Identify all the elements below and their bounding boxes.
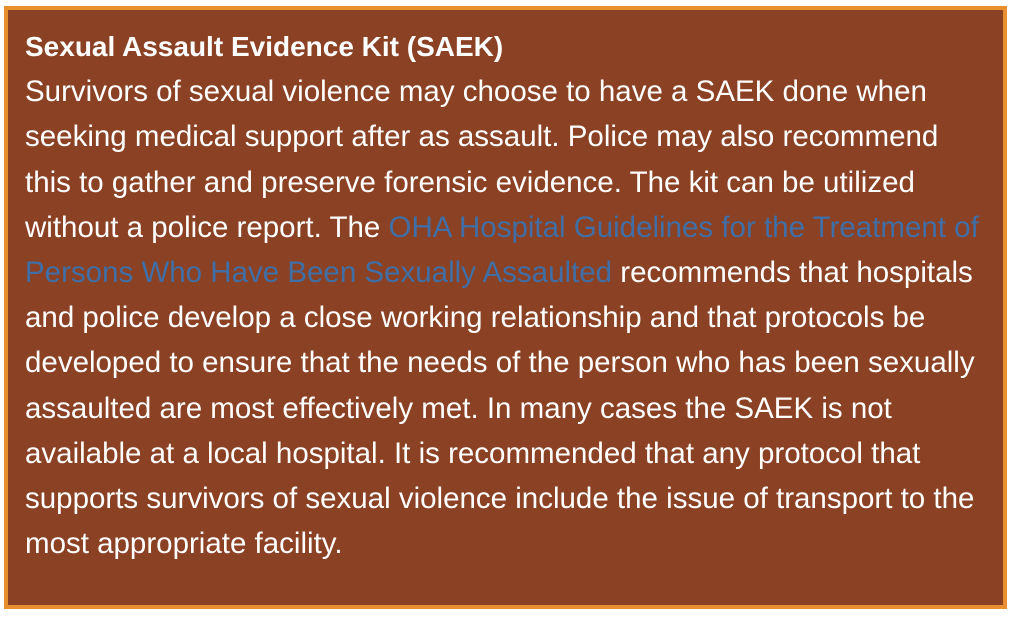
- body-text-before-link: Survivors of sexual violence may choose to have a SAEK done when seeking medical support after as assault. Police may also recommend this to gather and preserve forensic evidence. The kit can be utilized without a police report. The: [25, 75, 939, 244]
- saek-callout-box: [4, 6, 1007, 609]
- callout-title: Sexual Assault Evidence Kit (SAEK): [25, 31, 504, 62]
- callout-body: [25, 24, 985, 566]
- oha-guidelines-link[interactable]: OHA Hospital Guidelines for the Treatment of Persons Who Have Been Sexually Assaulted: [25, 210, 979, 290]
- body-text-after-link: recommends that hospitals and police develop a close working relationship and that protocols be developed to ensure that the needs of the person who has been sexually assaulted are most effectively met. In many cases the SAEK is not available at a local hospital. It is recommended that any protocol that supports survivors of sexual violence include the issue of transport to the most appropriate facility.: [25, 256, 975, 561]
